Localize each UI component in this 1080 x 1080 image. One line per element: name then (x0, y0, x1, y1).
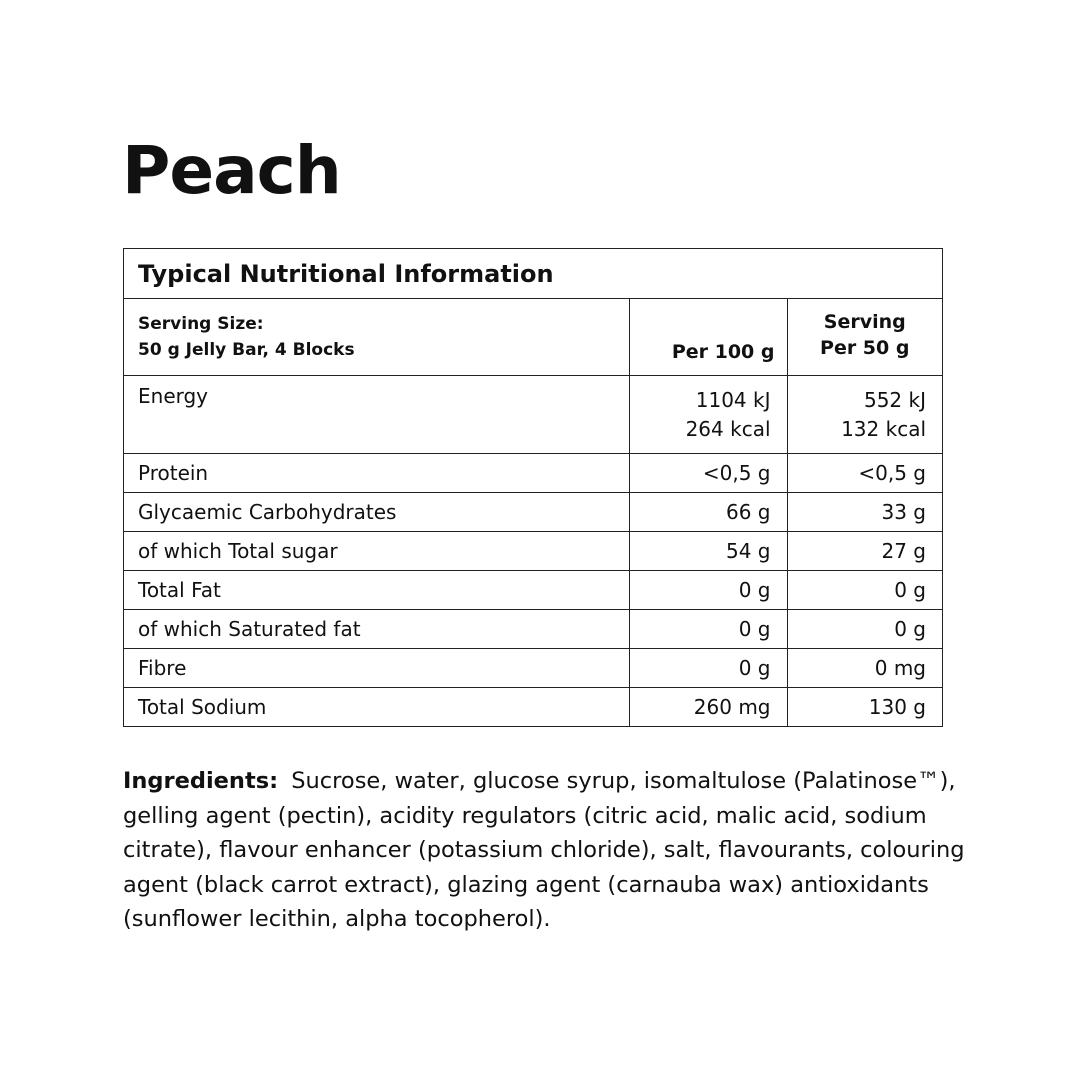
energy-per-100g-kj: 1104 kJ (695, 387, 771, 412)
per-serving-value: 27 g (787, 531, 942, 570)
per-serving-header-line2: Per 50 g (820, 337, 910, 359)
nutrient-name: Total Fat (124, 570, 629, 609)
per-100g-header: Per 100 g (629, 299, 787, 375)
per-serving-header (787, 299, 942, 375)
serving-size-cell (124, 299, 629, 375)
table-row (124, 687, 942, 726)
energy-per-serving-kcal: 132 kcal (841, 416, 926, 441)
per-serving-value: 130 g (787, 687, 942, 726)
per-100g-value (629, 375, 787, 453)
per-100g-value: 260 mg (629, 687, 787, 726)
table-row (124, 570, 942, 609)
per-100g-value: 0 g (629, 648, 787, 687)
page-title: Peach (122, 132, 341, 209)
serving-size-value: 50 g Jelly Bar, 4 Blocks (138, 340, 355, 360)
nutrient-name: Fibre (124, 648, 629, 687)
energy-per-serving-kj: 552 kJ (863, 387, 926, 412)
table-row (124, 492, 942, 531)
per-100g-value: 0 g (629, 609, 787, 648)
nutrient-name: Energy (124, 375, 629, 453)
per-serving-value (787, 375, 942, 453)
nutrition-table (124, 299, 942, 726)
per-100g-value: 0 g (629, 570, 787, 609)
ingredients-paragraph (123, 764, 983, 937)
nutrient-name: Glycaemic Carbohydrates (124, 492, 629, 531)
serving-size-label: Serving Size: (138, 314, 264, 334)
energy-per-100g-kcal: 264 kcal (685, 416, 771, 441)
nutrition-panel (123, 248, 943, 727)
nutrient-name: of which Saturated fat (124, 609, 629, 648)
per-serving-value: <0,5 g (787, 453, 942, 492)
per-100g-value: 66 g (629, 492, 787, 531)
table-row (124, 531, 942, 570)
table-header-row (124, 299, 942, 375)
nutrient-name: Total Sodium (124, 687, 629, 726)
ingredients-text: Sucrose, water, glucose syrup, isomaltulose (Palatinose™), gelling agent (pectin), acidity regulators (citric acid, malic acid, sodium citrate), flavour enhancer (potassium chloride), salt, flavourants, colouring agent (black carrot extract), glazing agent (carnauba wax) antioxidants (sunflower lecithin, alpha tocopherol). (123, 768, 965, 932)
table-row (124, 609, 942, 648)
per-serving-header-line1: Serving (823, 311, 906, 333)
per-serving-value: 0 g (787, 570, 942, 609)
per-serving-value: 0 mg (787, 648, 942, 687)
nutrient-name: Protein (124, 453, 629, 492)
nutrition-heading: Typical Nutritional Information (124, 249, 942, 299)
per-serving-value: 0 g (787, 609, 942, 648)
nutrient-name: of which Total sugar (124, 531, 629, 570)
table-row (124, 648, 942, 687)
per-100g-value: <0,5 g (629, 453, 787, 492)
table-row (124, 453, 942, 492)
per-100g-value: 54 g (629, 531, 787, 570)
ingredients-label: Ingredients: (123, 768, 279, 794)
table-row-energy (124, 375, 942, 453)
per-serving-value: 33 g (787, 492, 942, 531)
